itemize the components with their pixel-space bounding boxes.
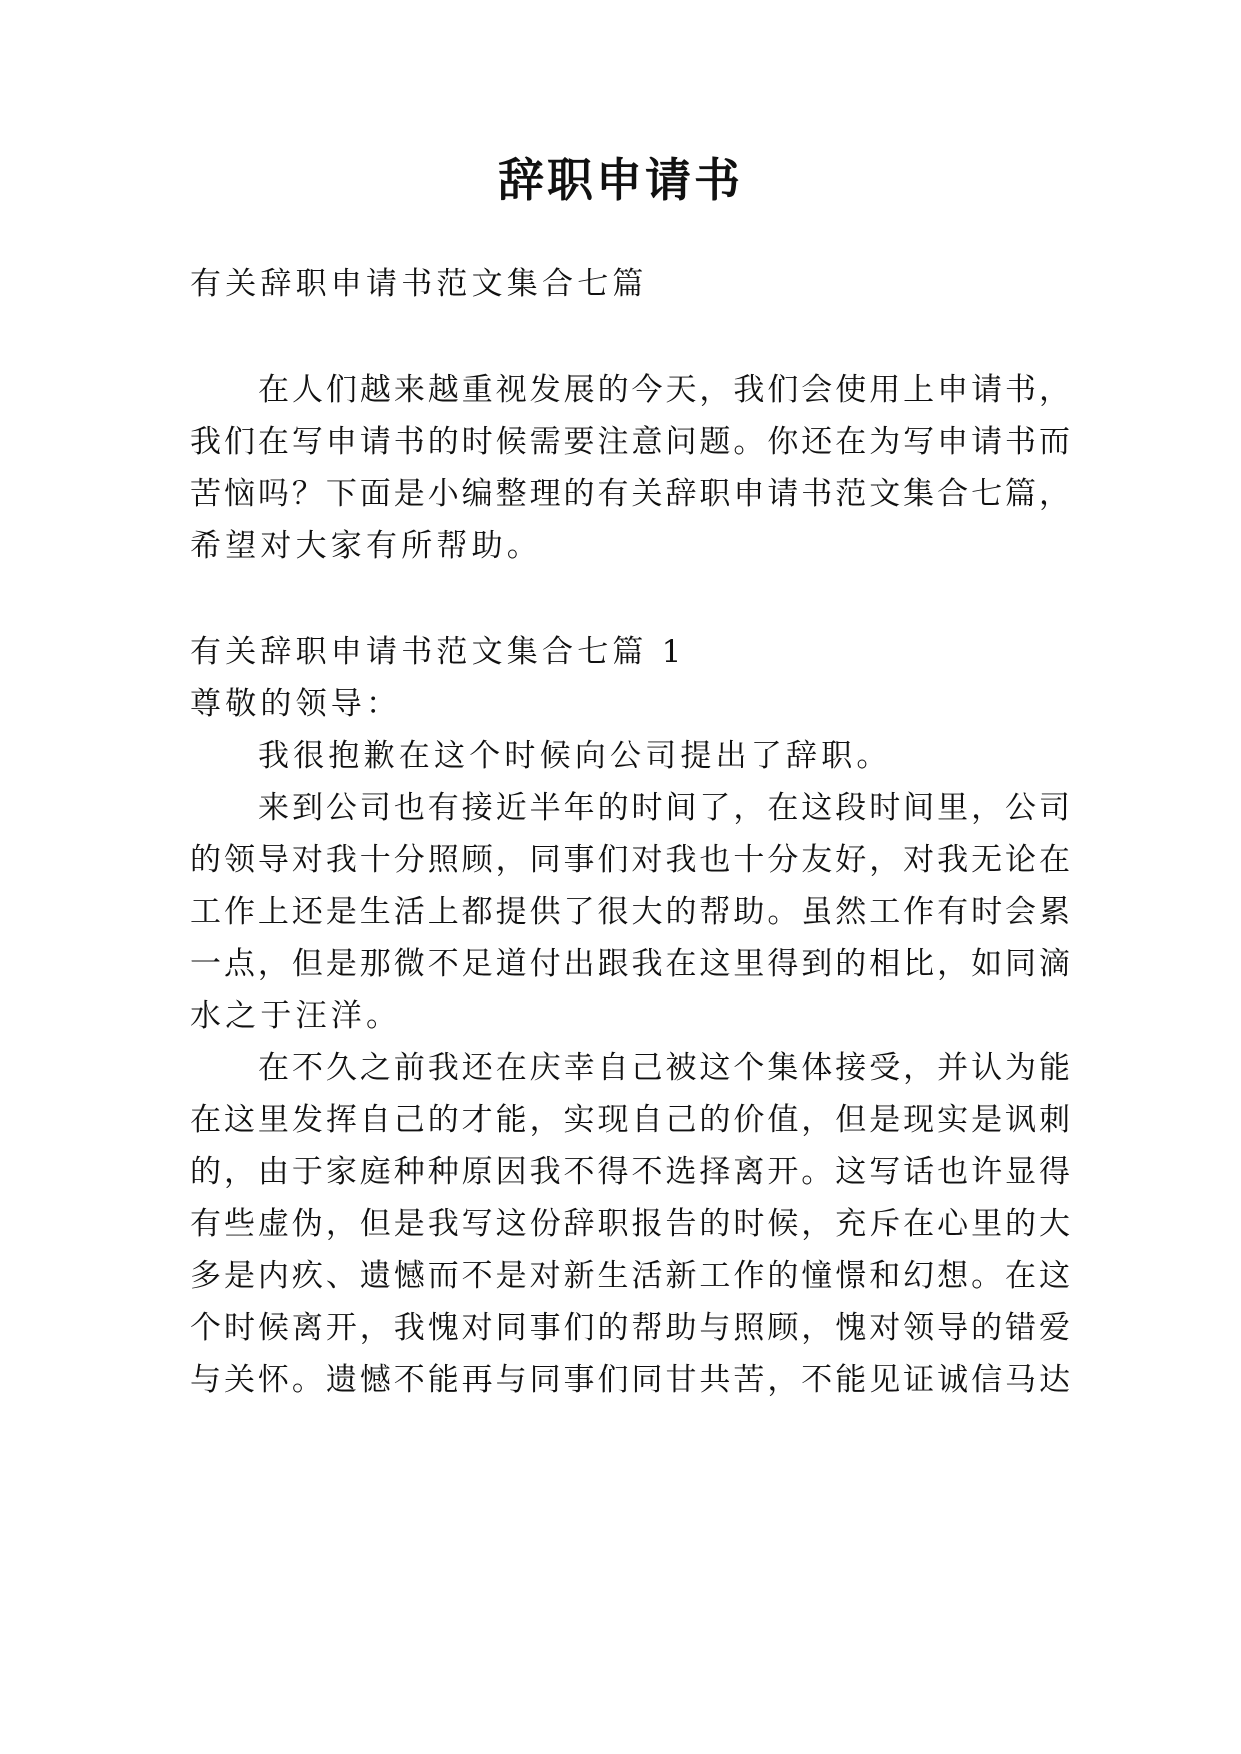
body-line-5: 一点，但是那微不足道付出跟我在这里得到的相比，如同滴 bbox=[190, 946, 1070, 982]
document-title: 辞职申请书 bbox=[498, 153, 743, 207]
body-line-13: 与关怀。遗憾不能再与同事们同甘共苦，不能见证诚信马达 bbox=[190, 1362, 1070, 1398]
salutation: 尊敬的领导： bbox=[190, 686, 402, 722]
intro-line-3: 苦恼吗？下面是小编整理的有关辞职申请书范文集合七篇， bbox=[190, 476, 1070, 512]
body-line-8: 在这里发挥自己的才能，实现自己的价值，但是现实是讽刺 bbox=[190, 1102, 1070, 1138]
intro-line-2: 我们在写申请书的时候需要注意问题。你还在为写申请书而 bbox=[190, 424, 1070, 460]
subtitle: 有关辞职申请书范文集合七篇 bbox=[190, 266, 648, 302]
intro-line-4: 希望对大家有所帮助。 bbox=[190, 528, 542, 564]
body-line-11: 多是内疚、遗憾而不是对新生活新工作的憧憬和幻想。在这 bbox=[190, 1258, 1070, 1294]
body-line-10: 有些虚伪，但是我写这份辞职报告的时候，充斥在心里的大 bbox=[190, 1206, 1070, 1242]
body-line-9: 的，由于家庭种种原因我不得不选择离开。这写话也许显得 bbox=[190, 1154, 1070, 1190]
body-line-2: 来到公司也有接近半年的时间了，在这段时间里，公司 bbox=[258, 790, 1070, 826]
intro-line-1: 在人们越来越重视发展的今天，我们会使用上申请书， bbox=[258, 372, 1070, 408]
body-line-6: 水之于汪洋。 bbox=[190, 998, 402, 1034]
body-line-7: 在不久之前我还在庆幸自己被这个集体接受，并认为能 bbox=[258, 1050, 1070, 1086]
body-line-4: 工作上还是生活上都提供了很大的帮助。虽然工作有时会累 bbox=[190, 894, 1070, 930]
body-line-12: 个时候离开，我愧对同事们的帮助与照顾，愧对领导的错爱 bbox=[190, 1310, 1070, 1346]
section-heading: 有关辞职申请书范文集合七篇 1 bbox=[190, 634, 686, 670]
body-line-3: 的领导对我十分照顾，同事们对我也十分友好，对我无论在 bbox=[190, 842, 1070, 878]
body-line-1: 我很抱歉在这个时候向公司提出了辞职。 bbox=[258, 738, 892, 774]
